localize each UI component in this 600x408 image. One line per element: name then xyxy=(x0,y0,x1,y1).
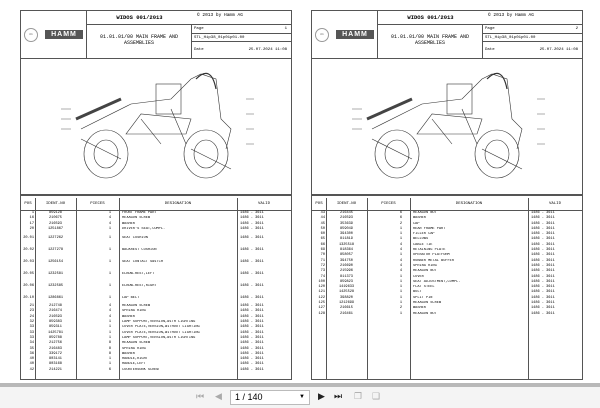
row-ident-no: 216690 xyxy=(340,263,353,268)
row-ident-no: 216445 xyxy=(340,211,353,215)
row-ident-no: 1212699 xyxy=(338,301,355,306)
row-ident-no: 1419633 xyxy=(338,285,355,290)
row-designation: SEAT CONTACT SWITCH xyxy=(122,259,163,264)
row-pieces: 4 xyxy=(399,258,402,263)
row-pieces: 4 xyxy=(399,242,402,247)
row-ident-no: 1227278 xyxy=(47,247,64,252)
row-pos: 17 xyxy=(29,221,34,226)
row-valid: 1486 - 3611 xyxy=(240,325,264,330)
page-header xyxy=(21,11,291,59)
row-valid: 1486 - 3611 xyxy=(240,283,264,288)
row-pos: 66 xyxy=(320,242,325,247)
row-pieces: 6 xyxy=(399,211,402,215)
table-body xyxy=(312,211,582,317)
row-ident-no: 216593 xyxy=(49,221,62,226)
row-ident-no: 811819 xyxy=(340,237,353,242)
row-designation: HEXAGON NUT xyxy=(413,269,437,274)
table-row xyxy=(21,280,291,292)
row-ident-no: 859128 xyxy=(49,211,62,215)
row-ident-no: 1232581 xyxy=(47,271,64,276)
doc-code: STL_Hip38_01p01p01-00 xyxy=(485,35,536,40)
row-designation: REAR FRAME PART xyxy=(413,226,446,231)
row-ident-no: 859049 xyxy=(340,226,353,231)
row-pos: 127 xyxy=(318,306,325,311)
row-pos: 121 xyxy=(318,290,325,295)
parts-table xyxy=(312,198,582,379)
row-designation: HEXAGON NUT xyxy=(413,211,437,215)
row-valid: 1486 - 3611 xyxy=(240,320,264,325)
row-pos: 69 xyxy=(320,248,325,253)
row-pieces: 1 xyxy=(108,335,111,340)
row-pieces: 1 xyxy=(108,271,111,276)
row-pieces: 1 xyxy=(399,285,402,290)
wirtgen-seal-logo: WG xyxy=(24,28,38,42)
row-pos: 33 xyxy=(29,335,34,340)
row-valid: 1486 - 3611 xyxy=(240,259,264,264)
row-pieces: 2 xyxy=(399,221,402,226)
row-pos: 100 xyxy=(318,279,325,284)
row-pieces: 8 xyxy=(108,351,111,356)
row-pos: 125 xyxy=(318,301,325,306)
row-designation: COVER PLATE,VERSION,WITHOUT LIGHTING xyxy=(122,325,200,330)
row-pieces: 1 xyxy=(399,226,402,231)
row-pieces: 1 xyxy=(108,295,111,300)
row-ident-no: 1425781 xyxy=(47,330,64,335)
row-pieces: 4 xyxy=(108,304,111,309)
col-designation: DESIGNATION xyxy=(455,202,483,206)
row-pos: 120 xyxy=(318,285,325,290)
row-designation: HANDLE,LEFT xyxy=(122,362,146,367)
row-ident-no: 818364 xyxy=(340,248,353,253)
logo-area xyxy=(21,11,87,59)
row-ident-no: 210675 xyxy=(49,216,62,221)
row-pieces: 4 xyxy=(108,216,111,221)
table-body xyxy=(21,211,291,373)
col-ident: IDENT-NO xyxy=(45,202,66,206)
row-ident-no: 353639 xyxy=(340,221,353,226)
hamm-logo: HAMM xyxy=(336,30,374,39)
row-pieces: 1 xyxy=(108,226,111,231)
row-valid: 1486 - 3611 xyxy=(240,314,264,319)
row-pieces: 4 xyxy=(108,314,111,319)
row-pieces: 6 xyxy=(399,216,402,221)
row-designation: COUNTERSUNK SCREW xyxy=(122,367,159,372)
row-pieces: 1 xyxy=(399,253,402,258)
row-valid: 1486 - 3611 xyxy=(240,330,264,335)
row-designation: WASHER xyxy=(413,306,426,311)
row-valid: 1486 - 3611 xyxy=(531,269,555,274)
row-pieces: 2 xyxy=(399,306,402,311)
row-pieces: 1 xyxy=(108,320,111,325)
row-designation: SPRING RING xyxy=(122,309,146,314)
row-valid: 1486 - 3611 xyxy=(240,216,264,221)
row-valid: 1486 - 3611 xyxy=(240,367,264,372)
table-row xyxy=(21,256,291,268)
row-designation: SPLIT PIN xyxy=(413,295,433,300)
table-row xyxy=(21,227,291,232)
row-valid: 1486 - 3611 xyxy=(240,362,264,367)
row-valid: 1486 - 3611 xyxy=(240,351,264,356)
row-pieces: 1 xyxy=(399,232,402,237)
page-meta xyxy=(192,25,291,59)
roller-drawing-icon xyxy=(61,73,254,178)
row-valid: 1486 - 3611 xyxy=(240,346,264,351)
row-designation: HANDLE,RIGHT xyxy=(122,357,148,362)
wirtgen-seal-logo: WG xyxy=(315,28,329,42)
row-designation: WASHER xyxy=(122,221,135,226)
row-valid: 1486 - 3611 xyxy=(531,306,555,311)
previous-page-icon[interactable]: ◀ xyxy=(215,392,222,402)
row-designation: HEXAGON NUT xyxy=(413,311,437,316)
row-pos: 44 xyxy=(320,216,325,221)
row-designation: BELLOWS xyxy=(413,237,429,242)
row-pieces: 8 xyxy=(108,346,111,351)
exploded-drawing xyxy=(312,59,582,196)
row-designation: FRONT FRAME PART xyxy=(122,211,157,215)
row-designation: LAMP SUPPORT,VERSION,WITH LIGHTING xyxy=(122,335,196,340)
row-valid: 1486 - 3611 xyxy=(240,309,264,314)
col-ident: IDENT-NO xyxy=(336,202,357,206)
copyright: © 2013 by Hamm AG xyxy=(197,13,243,18)
row-pos: 70 xyxy=(320,253,325,258)
row-designation: HEXAGON SCREW xyxy=(122,304,151,309)
col-designation: DESIGNATION xyxy=(164,202,192,206)
date-value: 25.07.2024 11:08 xyxy=(539,48,578,52)
row-designation: WASHER xyxy=(413,216,426,221)
row-ident-no: 212756 xyxy=(49,341,62,346)
row-pieces: 1 xyxy=(108,362,111,367)
col-pos: POS xyxy=(24,202,32,206)
row-pos: 65 xyxy=(320,237,325,242)
row-valid: 1486 - 3611 xyxy=(531,221,555,226)
row-valid: 1486 - 3611 xyxy=(531,237,555,242)
chevron-down-icon: ▼ xyxy=(299,394,305,400)
row-designation: BOLT xyxy=(413,290,422,295)
row-designation: HEXAGON SCREW xyxy=(122,341,151,346)
row-valid: 1486 - 3611 xyxy=(240,357,264,362)
row-ident-no: 1232585 xyxy=(47,283,64,288)
row-valid: 1486 - 3611 xyxy=(240,271,264,276)
row-designation: COVER PLATE,VERSION,WITHOUT LIGHTING xyxy=(122,330,200,335)
roller-drawing-icon xyxy=(352,73,545,178)
row-designation: SEAT CUSHION xyxy=(122,235,148,240)
next-page-icon[interactable]: ▶ xyxy=(318,392,325,402)
row-ident-no: 859383 xyxy=(49,320,62,325)
row-ident-no: 1227262 xyxy=(47,235,64,240)
page-meta xyxy=(483,25,582,59)
row-valid: 1486 - 3611 xyxy=(531,301,555,306)
row-pos: 40 xyxy=(29,357,34,362)
row-designation: WASHER xyxy=(122,314,135,319)
logo-area xyxy=(312,11,378,59)
row-ident-no: 339172 xyxy=(49,351,62,356)
row-ident-no: 216474 xyxy=(49,309,62,314)
row-valid: 1486 - 3611 xyxy=(531,216,555,221)
row-valid: 1486 - 3611 xyxy=(531,279,555,284)
col-pos: POS xyxy=(315,202,323,206)
table-row xyxy=(21,368,291,373)
row-designation: WASHER xyxy=(122,351,135,356)
row-pos: 32 xyxy=(29,320,34,325)
row-pieces: 4 xyxy=(399,263,402,268)
row-valid: 1486 - 3611 xyxy=(531,290,555,295)
row-valid: 1486 - 3611 xyxy=(240,211,264,215)
row-pos: 20 xyxy=(29,226,34,231)
row-valid: 1486 - 3611 xyxy=(531,285,555,290)
row-valid: 1486 - 3611 xyxy=(240,235,264,240)
col-pieces: PIECES xyxy=(90,202,105,206)
table-row xyxy=(21,292,291,304)
row-valid: 1486 - 3611 xyxy=(531,248,555,253)
page-indicator: 1 / 140 xyxy=(235,392,263,402)
row-valid: 1486 - 3611 xyxy=(240,335,264,340)
row-pos: 34 xyxy=(29,341,34,346)
row-designation: SPRING RING xyxy=(413,263,437,268)
row-valid: 1486 - 3611 xyxy=(531,253,555,258)
row-pos: 24 xyxy=(29,314,34,319)
row-pos: 23 xyxy=(29,309,34,314)
row-valid: 1486 - 3611 xyxy=(531,295,555,300)
row-ident-no: 803168 xyxy=(49,362,62,367)
row-pieces: 6 xyxy=(108,367,111,372)
row-pos: 42 xyxy=(29,367,34,372)
table-row xyxy=(312,312,582,317)
row-pieces: 1 xyxy=(108,357,111,362)
row-pos: 35 xyxy=(29,346,34,351)
row-ident-no: 216483 xyxy=(49,346,62,351)
row-pos: 16 xyxy=(29,216,34,221)
row-ident-no: 212748 xyxy=(49,304,62,309)
row-valid: 1486 - 3611 xyxy=(531,274,555,279)
page-number: 1 xyxy=(284,27,287,31)
row-designation: LAMP SUPPORT,VERSION,WITH LIGHTING xyxy=(122,320,196,325)
row-pieces: 1 xyxy=(108,330,111,335)
row-pos: 43 xyxy=(320,211,325,215)
row-pos: 33 xyxy=(29,325,34,330)
row-ident-no: 398820 xyxy=(340,295,353,300)
row-pos: 73 xyxy=(320,269,325,274)
hamm-logo: HAMM xyxy=(45,30,83,39)
page-label: Page xyxy=(194,27,204,31)
row-designation: FLAT STEEL xyxy=(413,285,435,290)
row-designation: SPRING RING xyxy=(122,346,146,351)
row-ident-no: 1325518 xyxy=(338,242,355,247)
page-selector[interactable] xyxy=(230,390,310,405)
row-ident-no: 1256154 xyxy=(47,259,64,264)
row-pieces: 4 xyxy=(399,269,402,274)
col-valid: VALID xyxy=(548,202,561,206)
row-pos: 1 xyxy=(31,211,34,215)
row-pieces: 4 xyxy=(108,221,111,226)
parts-table xyxy=(21,198,291,379)
row-designation: OPERATOR PLATFORM xyxy=(413,253,450,258)
table-header xyxy=(21,198,291,211)
col-valid: VALID xyxy=(257,202,270,206)
row-valid: 1486 - 3611 xyxy=(240,221,264,226)
row-designation: HEXAGON SCREW xyxy=(122,216,151,221)
row-ident-no: 216593 xyxy=(49,314,62,319)
row-ident-no: 1251867 xyxy=(47,226,64,231)
row-pieces: 1 xyxy=(108,283,111,288)
row-pos: 36 xyxy=(29,351,34,356)
row-pieces: 1 xyxy=(108,235,111,240)
row-pos: 20.06 xyxy=(23,283,34,288)
table-row xyxy=(21,232,291,244)
pdf-page-1 xyxy=(20,10,292,380)
row-pos: 20.10 xyxy=(23,295,34,300)
row-pieces: 1 xyxy=(108,259,111,264)
row-ident-no: 859311 xyxy=(49,325,62,330)
col-pieces: PIECES xyxy=(381,202,396,206)
date-label: Date xyxy=(194,48,204,52)
row-ident-no: 811373 xyxy=(340,274,353,279)
row-valid: 1486 - 3611 xyxy=(531,232,555,237)
row-ident-no: 394300 xyxy=(340,232,353,237)
row-pieces: 1 xyxy=(399,301,402,306)
row-pos: 20.02 xyxy=(23,247,34,252)
row-valid: 1486 - 3611 xyxy=(240,226,264,231)
row-pos: 20.05 xyxy=(23,271,34,276)
copyright: © 2013 by Hamm AG xyxy=(488,13,534,18)
row-ident-no: 216461 xyxy=(340,311,353,316)
row-pos: 74 xyxy=(320,274,325,279)
row-designation: LAP BELT xyxy=(122,295,140,300)
row-ident-no: 1286861 xyxy=(47,295,64,300)
row-pos: 128 xyxy=(318,311,325,316)
row-designation: FILLER CAP xyxy=(413,232,435,237)
row-valid: 1486 - 3611 xyxy=(531,226,555,231)
row-designation: HEXAGON SCREW xyxy=(413,301,442,306)
row-valid: 1486 - 3611 xyxy=(240,304,264,309)
row-ident-no: 214221 xyxy=(49,367,62,372)
date-value: 25.07.2024 11:08 xyxy=(248,48,287,52)
row-pos: 45 xyxy=(320,221,325,226)
row-designation: DRIVER'S SEAT,COMPL. xyxy=(122,226,166,231)
row-designation: ELBOW-REST,RIGHT xyxy=(122,283,157,288)
row-pieces: 1 xyxy=(399,279,402,284)
row-designation: COVER xyxy=(413,274,424,279)
row-pieces: 1 xyxy=(108,211,111,215)
row-ident-no: 216593 xyxy=(340,216,353,221)
row-designation: RUBBER METAL BUFFER xyxy=(413,258,454,263)
row-pieces: 1 xyxy=(399,295,402,300)
row-pieces: 1 xyxy=(108,247,111,252)
row-designation: SEAT ADJUSTMENT,COMPL. xyxy=(413,279,461,284)
row-pieces: 4 xyxy=(108,309,111,314)
exploded-drawing xyxy=(21,59,291,196)
row-pos: 50 xyxy=(320,226,325,231)
row-pos: 33 xyxy=(29,330,34,335)
row-pieces: 4 xyxy=(399,248,402,253)
row-pos: 20.01 xyxy=(23,235,34,240)
single-page-view-icon[interactable]: ❐ xyxy=(354,392,363,402)
pdf-page-2 xyxy=(311,10,583,380)
row-ident-no: 215996 xyxy=(340,269,353,274)
document-title: WIDOS 001/2013 xyxy=(116,14,163,21)
row-pos: 71 xyxy=(320,258,325,263)
table-row xyxy=(21,268,291,280)
row-ident-no: 216615 xyxy=(340,306,353,311)
row-valid: 1486 - 3611 xyxy=(531,263,555,268)
row-pos: 40 xyxy=(29,362,34,367)
row-pos: 72 xyxy=(320,263,325,268)
row-designation: CAP xyxy=(413,221,420,226)
row-designation: BACKREST CUSHION xyxy=(122,247,157,252)
row-ident-no: 859788 xyxy=(49,335,62,340)
row-designation: RETAINING PLATE xyxy=(413,248,446,253)
row-valid: 1486 - 3611 xyxy=(531,211,555,215)
row-valid: 1486 - 3611 xyxy=(531,242,555,247)
row-designation: ELBOW-REST,LEFT xyxy=(122,271,155,276)
row-pos: 21 xyxy=(29,304,34,309)
row-valid: 1486 - 3611 xyxy=(240,247,264,252)
row-valid: 1486 - 3611 xyxy=(240,295,264,300)
document-title: WIDOS 001/2013 xyxy=(407,14,454,21)
row-valid: 1486 - 3611 xyxy=(531,258,555,263)
row-pieces: 1 xyxy=(399,290,402,295)
date-label: Date xyxy=(485,48,495,52)
table-row xyxy=(21,244,291,256)
page-number: 2 xyxy=(575,27,578,31)
row-pieces: 8 xyxy=(108,341,111,346)
row-ident-no: 858057 xyxy=(340,253,353,258)
row-ident-no: 394750 xyxy=(340,258,353,263)
row-pieces: 1 xyxy=(399,274,402,279)
row-pos: 20.03 xyxy=(23,259,34,264)
last-page-icon[interactable]: ⏭ xyxy=(334,392,343,402)
row-ident-no: 803141 xyxy=(49,357,62,362)
first-page-icon[interactable]: ⏮ xyxy=(196,392,205,402)
page-header xyxy=(312,11,582,59)
section-title: 01.01.01/00 MAIN FRAME AND ASSEMBLIES xyxy=(87,25,192,59)
table-header xyxy=(312,198,582,211)
page-label: Page xyxy=(485,27,495,31)
two-page-view-icon[interactable]: ❑ xyxy=(372,392,381,402)
doc-code: STL_Hip38_01p01p01-00 xyxy=(194,35,245,40)
section-title: 01.01.01/00 MAIN FRAME AND ASSEMBLIES xyxy=(378,25,483,59)
row-pieces: 1 xyxy=(399,237,402,242)
row-valid: 1486 - 3611 xyxy=(240,341,264,346)
row-designation: CABLE TIE xyxy=(413,242,433,247)
row-pos: 122 xyxy=(318,295,325,300)
row-pieces: 1 xyxy=(399,311,402,316)
row-ident-no: 1425528 xyxy=(338,290,355,295)
row-pieces: 1 xyxy=(108,325,111,330)
row-ident-no: 859823 xyxy=(340,279,353,284)
row-valid: 1486 - 3611 xyxy=(531,311,555,316)
row-pos: 60 xyxy=(320,232,325,237)
